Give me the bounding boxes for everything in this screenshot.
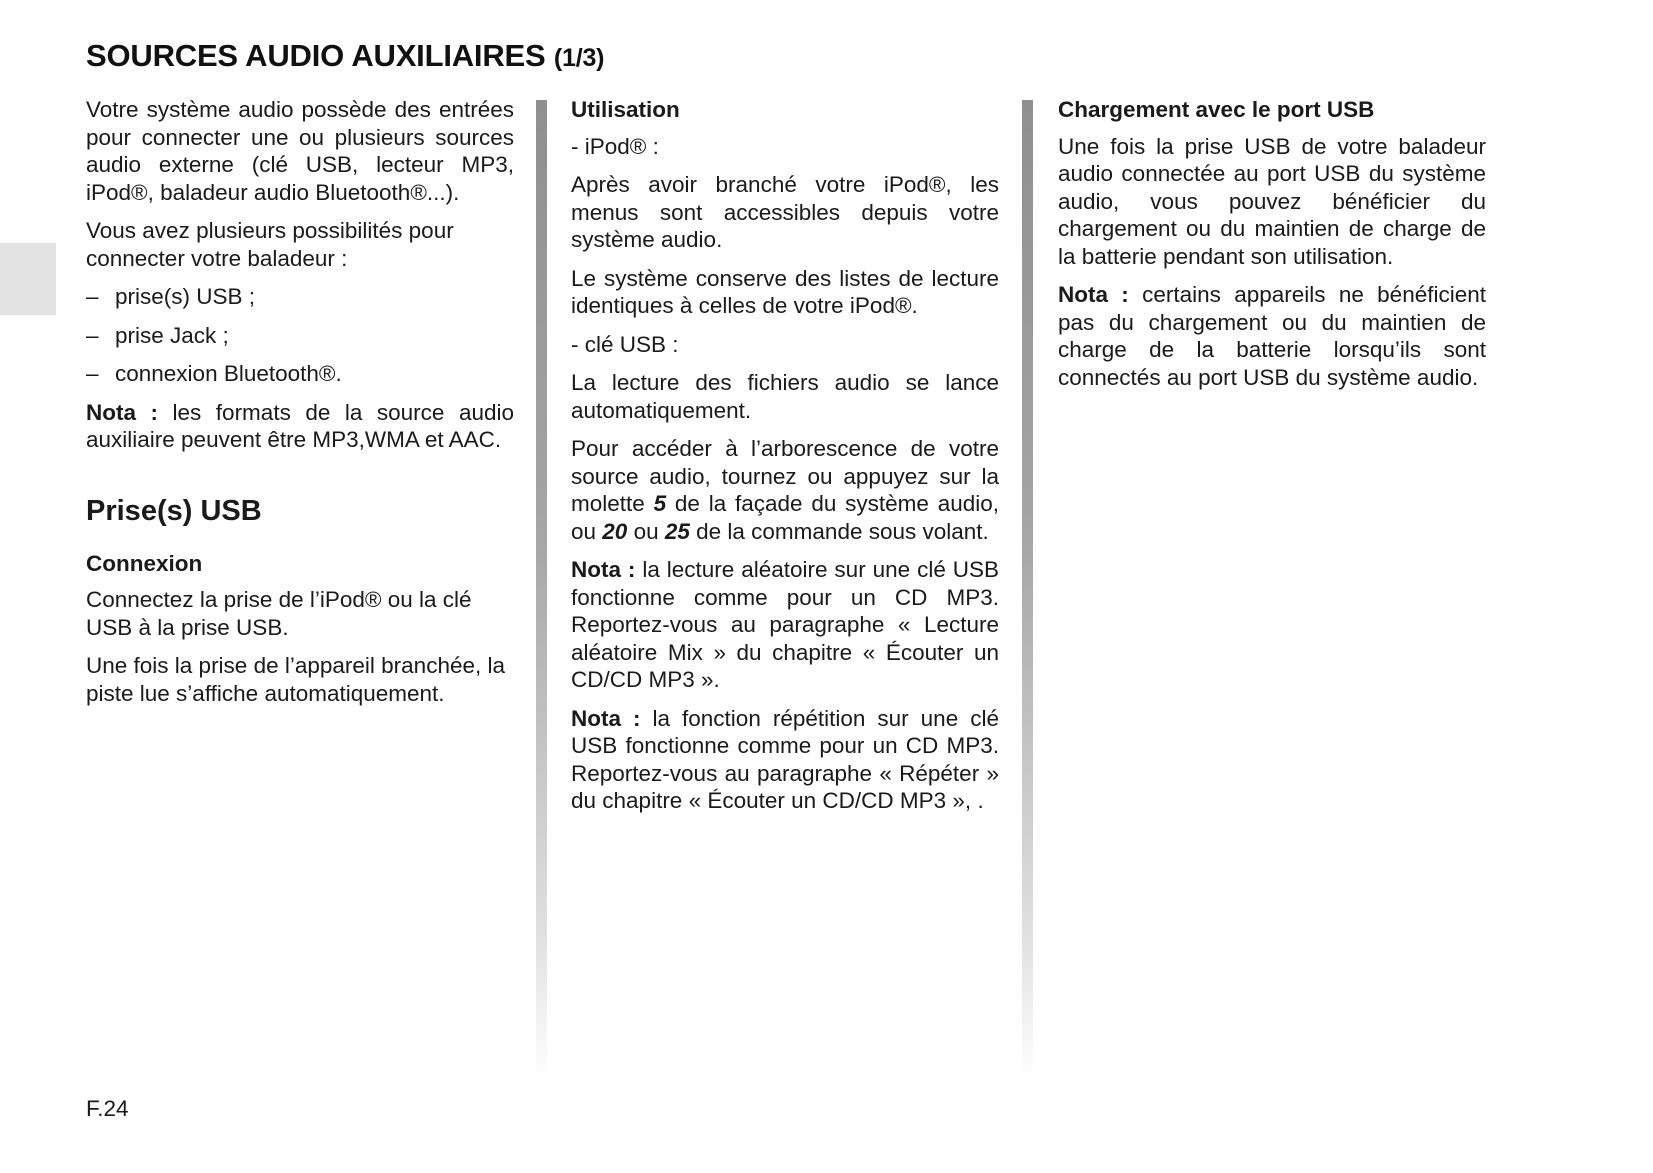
column-divider-2 — [1022, 100, 1033, 1080]
page-number: F.24 — [86, 1096, 129, 1121]
page-title-part: (1/3) — [553, 44, 605, 72]
nota-chargement — [1058, 281, 1486, 391]
section-heading-usb: Prise(s) USB — [86, 494, 262, 527]
text-run: ou — [627, 518, 665, 544]
nota-formats — [86, 399, 514, 454]
column-3 — [1058, 96, 1486, 402]
page-title — [86, 38, 604, 74]
nota-label: Nota : — [571, 557, 636, 582]
possibilities-paragraph: Vous avez plusieurs possibilités pour connecter votre baladeur : — [86, 218, 454, 271]
list-dash: – — [86, 322, 99, 348]
chapter-side-tab — [0, 243, 56, 315]
subheading-utilisation: Utilisation — [571, 97, 680, 122]
nota-random — [571, 556, 999, 694]
page-title-main: SOURCES AUDIO AUXILIAIRES — [86, 38, 546, 73]
subheading-chargement: Chargement avec le port USB — [1058, 97, 1375, 122]
nota-text: les formats de la source audio auxiliaire peuvent être MP3,WMA et AAC. — [86, 399, 514, 452]
control-number: 20 — [602, 518, 628, 544]
nota-repeat — [571, 705, 999, 815]
list-item — [86, 283, 514, 311]
list-item — [86, 360, 514, 388]
list-dash: – — [86, 361, 99, 386]
control-number: 25 — [664, 518, 690, 544]
nota-label: Nota : — [86, 399, 159, 425]
text-run: de la commande sous volant. — [689, 518, 989, 544]
list-item-text: connexion Bluetooth®. — [115, 361, 342, 386]
nota-label: Nota : — [1058, 282, 1129, 307]
ipod-paragraph-1: Après avoir branché votre iPod®, les menus sont accessibles depuis votre système audio. — [571, 172, 999, 252]
nota-label: Nota : — [571, 705, 641, 731]
nota-text: certains appareils ne bénéficient pas du chargement ou du maintien de charge de la batterie lorsqu’ils sont connectés au port USB du système audio. — [1058, 282, 1487, 390]
chargement-paragraph: Une fois la prise USB de votre baladeur audio connectée au port USB du système audio, vous pouvez bénéficier du chargement ou du maintien de charge de la batterie pendant son utilisation. — [1058, 133, 1486, 269]
ipod-paragraph-2: Le système conserve des listes de lecture identiques à celles de votre iPod®. — [571, 265, 999, 318]
usb-paragraph-1: La lecture des fichiers audio se lance automatiquement. — [571, 370, 999, 423]
column-1 — [86, 96, 514, 718]
list-dash: – — [86, 284, 99, 309]
list-item-text: prise(s) USB ; — [115, 284, 256, 309]
column-2 — [571, 96, 999, 826]
usb-label: - clé USB : — [571, 331, 679, 357]
subheading-connexion: Connexion — [86, 550, 203, 576]
list-item — [86, 322, 514, 350]
nota-text: la fonction répétition sur une clé USB fonctionne comme pour un CD MP3. Reportez-vous au paragraphe « Répéter » du chapitre « Écouter un CD/CD MP3 », . — [571, 705, 999, 813]
control-number: 5 — [653, 491, 667, 516]
intro-paragraph: Votre système audio possède des entrées pour connecter une ou plusieurs sources audio externe (clé USB, lecteur MP3, iPod®, baladeur audio Bluetooth®...). — [86, 97, 514, 205]
nota-text: la lecture aléatoire sur une clé USB fonctionne comme pour un CD MP3. Reportez-vous au paragraphe « Lecture aléatoire Mix » du chapitre « Écouter un CD/CD MP3 ». — [571, 557, 1000, 692]
text-run: Pour accéder à l’arborescence de votre source audio, tournez ou appuyez sur la molette — [571, 436, 999, 516]
list-item-text: prise Jack ; — [115, 322, 229, 348]
column-divider-1 — [536, 100, 547, 1080]
text-run: de la façade du système audio, ou — [571, 491, 999, 544]
connexion-paragraph-1: Connectez la prise de l’iPod® ou la clé USB à la prise USB. — [86, 587, 472, 640]
connexion-paragraph-2: Une fois la prise de l’appareil branchée, la piste lue s’affiche automatiquement. — [86, 653, 505, 706]
arborescence-paragraph — [571, 435, 999, 545]
ipod-label: - iPod® : — [571, 133, 659, 159]
